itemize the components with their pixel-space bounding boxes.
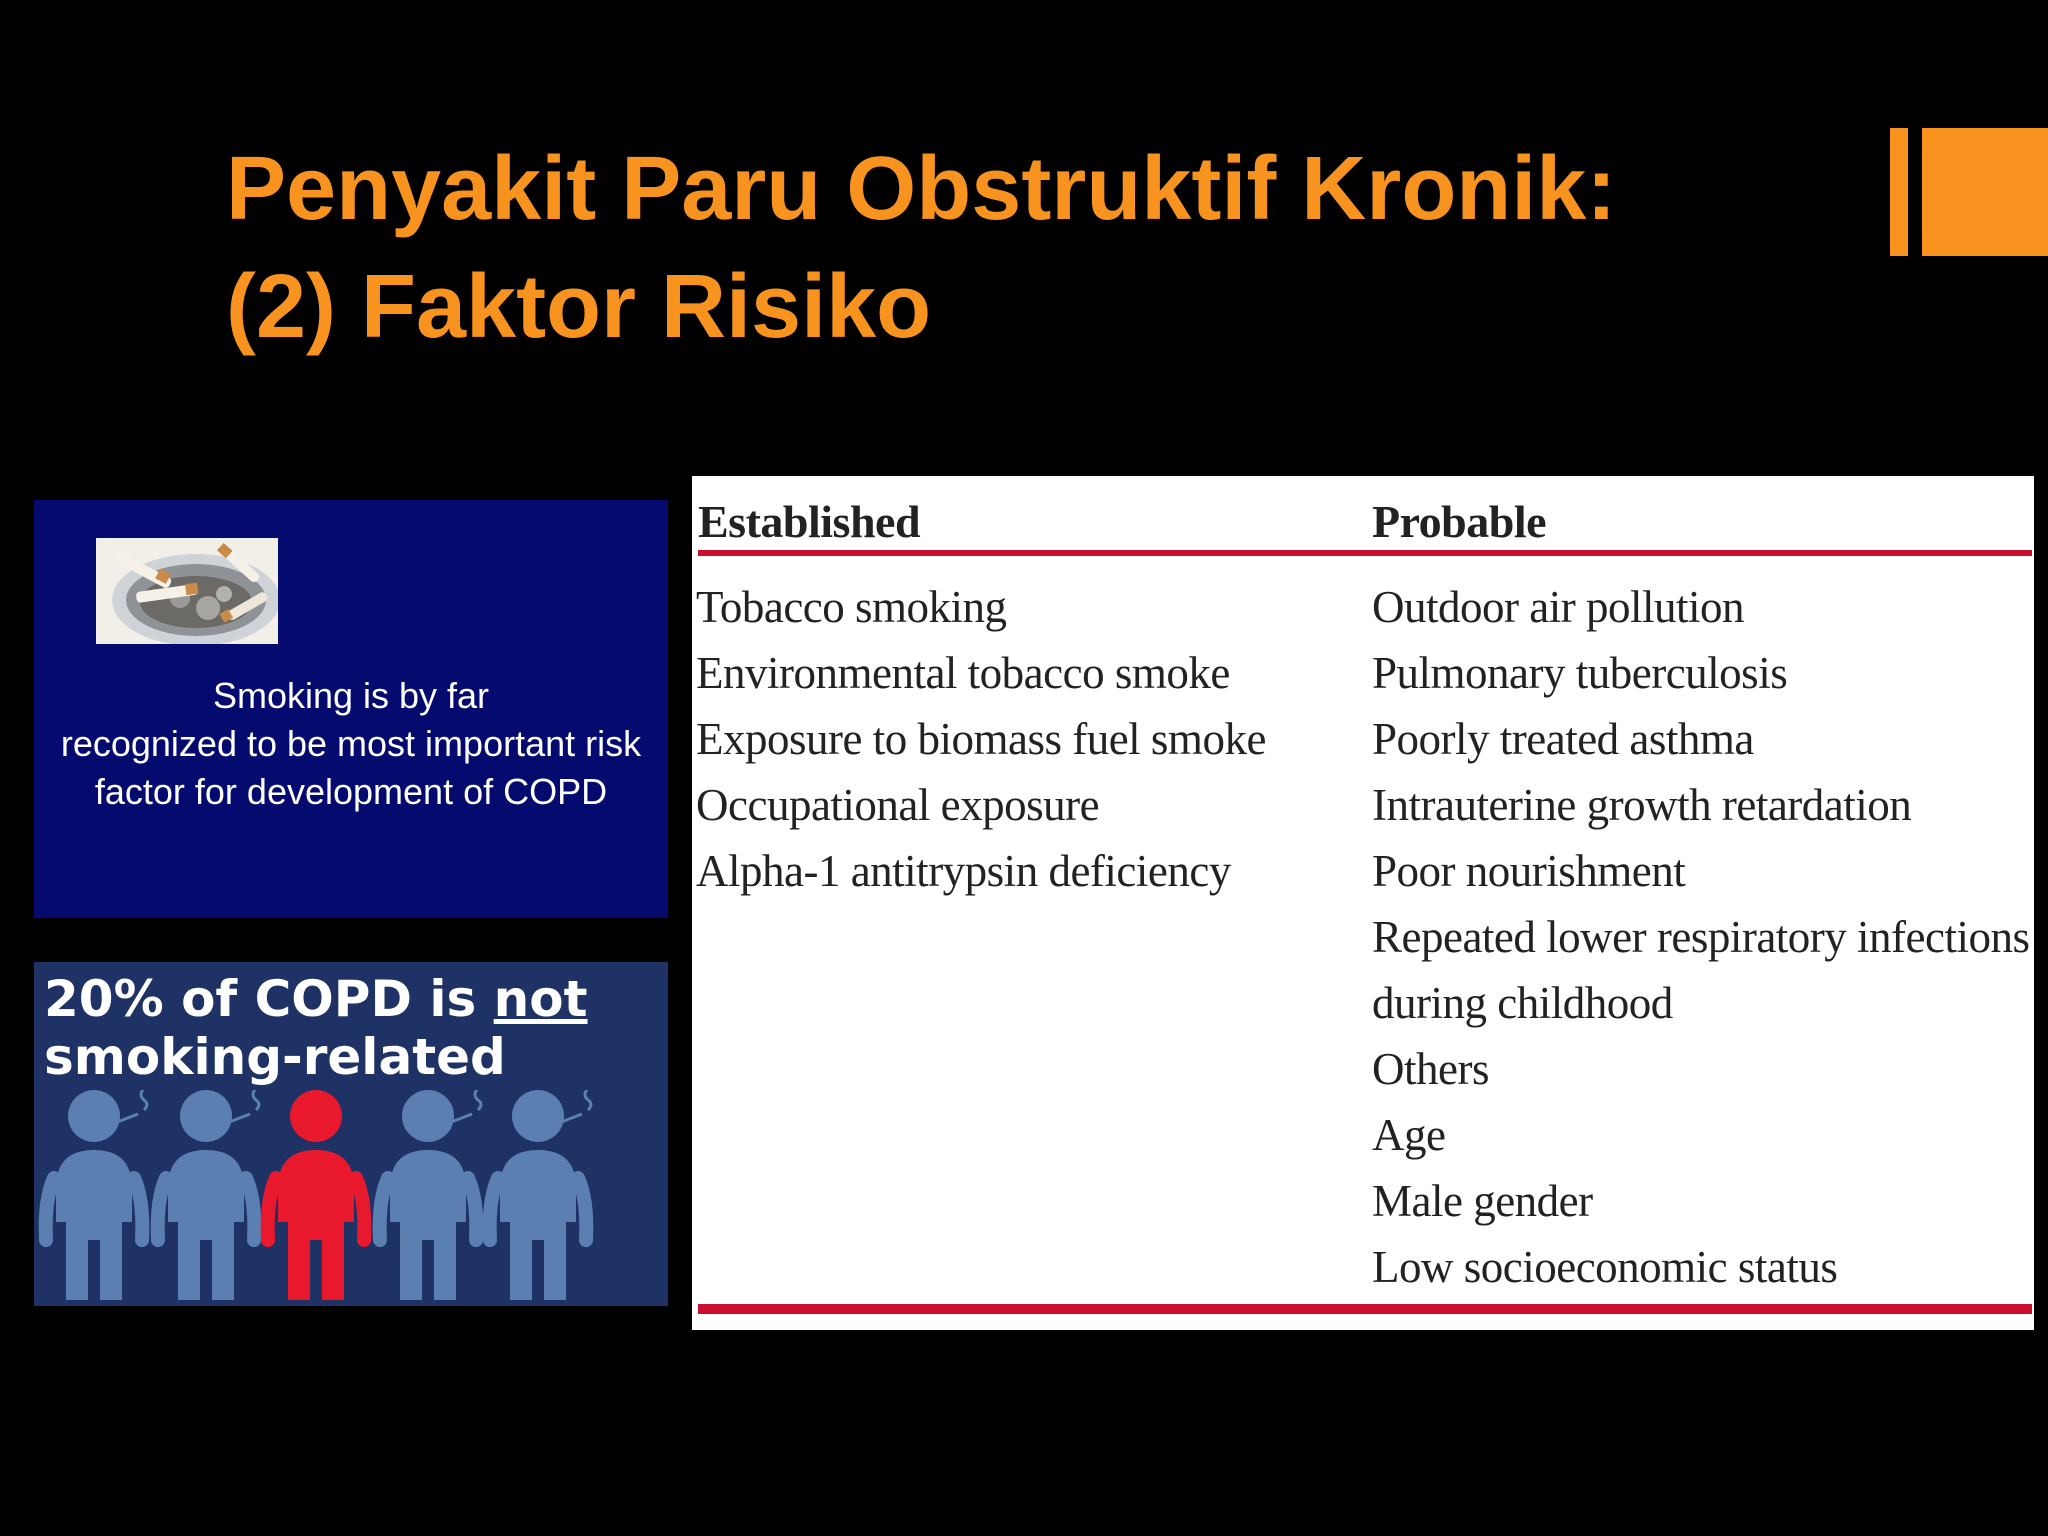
table-bottom-rule [698,1304,2032,1314]
established-factor-item: Exposure to biomass fuel smoke [696,714,1266,764]
person-icon [490,1090,591,1300]
probable-factor-item: during childhood [1372,978,1673,1028]
slide-title [226,130,1876,366]
accent-bar [1890,128,1908,256]
table-top-rule [698,550,2032,556]
probable-factor-item: Pulmonary tuberculosis [1372,648,1788,698]
slide-title-line1: Penyakit Paru Obstruktif Kronik: [226,139,1617,239]
smoking-statement-line3: factor for development of COPD [94,771,608,812]
established-factor-item: Occupational exposure [696,780,1100,830]
smoking-statement-line1: Smoking is by far [212,675,490,716]
probable-factor-item: Male gender [1372,1176,1593,1226]
copd-headline [44,970,588,1086]
smoking-statement [34,672,668,816]
copd-headline-not: not [493,970,588,1028]
copd-headline-line2: smoking-related [44,1028,506,1086]
established-factor-item: Environmental tobacco smoke [696,648,1230,698]
probable-factor-item: Age [1372,1110,1446,1160]
smoking-statement-line2: recognized to be most important risk [60,723,642,764]
ashtray-icon [96,538,278,644]
person-icon [380,1090,481,1300]
probable-factor-item: Outdoor air pollution [1372,582,1744,632]
probable-factor-item: Intrauterine growth retardation [1372,780,1912,830]
column-header-probable: Probable [1372,496,1547,547]
column-header-established: Established [698,496,921,547]
established-list [696,574,1266,904]
person-icon [46,1090,147,1300]
smoking-panel [34,500,668,918]
probable-factor-item: Repeated lower respiratory infections [1372,912,2030,962]
copd-headline-part1: 20% of COPD is [44,970,494,1028]
copd-headline-line1 [44,970,588,1028]
copd-nonsmoking-panel [34,962,668,1306]
people-illustration [34,1090,668,1306]
probable-factor-item: Poor nourishment [1372,846,1686,896]
probable-factor-item: Others [1372,1044,1489,1094]
accent-block [1922,128,2048,256]
established-factor-item: Alpha-1 antitrypsin deficiency [696,846,1231,896]
slide-title-line2: (2) Faktor Risiko [226,257,932,357]
person-icon [158,1090,259,1300]
probable-factor-item: Low socioeconomic status [1372,1242,1838,1292]
probable-factor-item: Poorly treated asthma [1372,714,1754,764]
probable-list [1372,574,2030,1300]
established-factor-item: Tobacco smoking [696,582,1007,632]
person-icon-highlighted [268,1090,365,1300]
risk-factor-table [692,476,2034,1330]
